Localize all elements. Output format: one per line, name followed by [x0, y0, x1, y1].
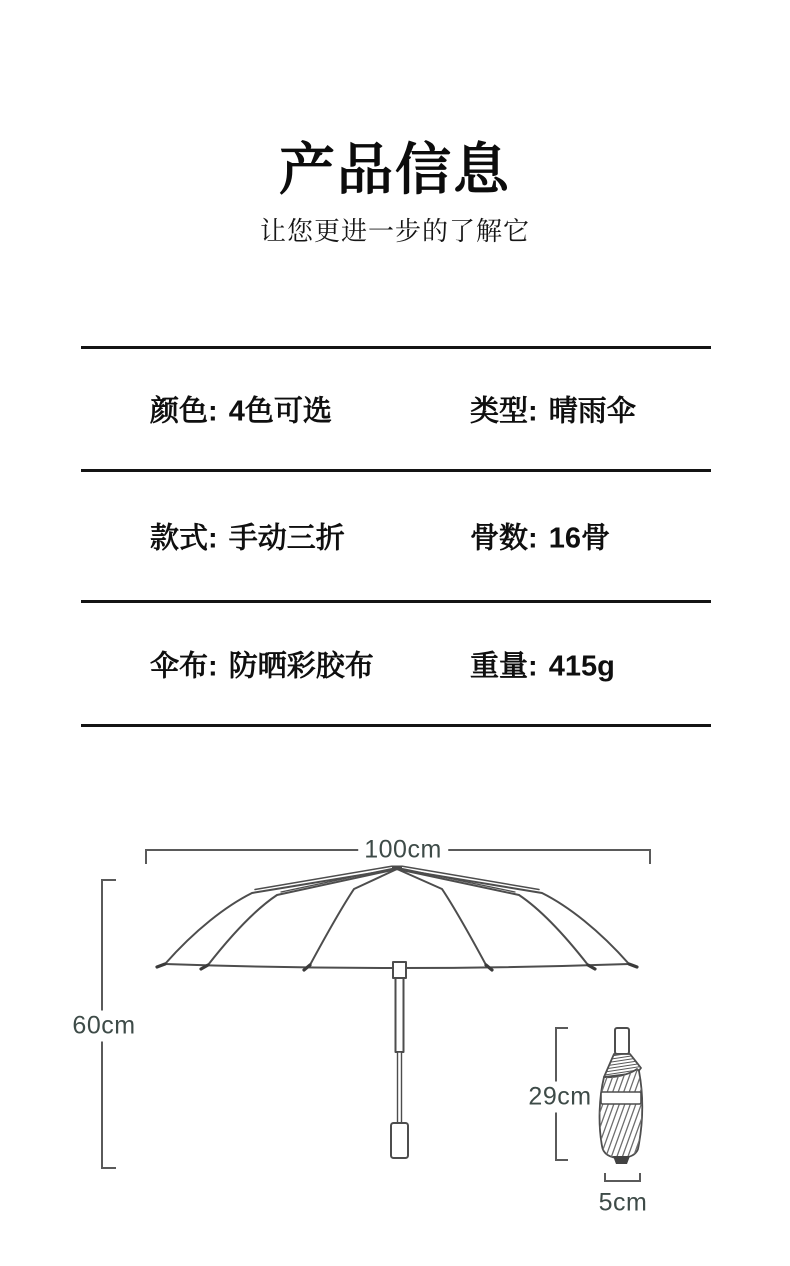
spec-label: 颜色: [150, 395, 209, 428]
folded-umbrella-handle: [615, 1028, 629, 1054]
spec-row-3: [81, 600, 711, 724]
spec-cell-fabric: [150, 643, 374, 684]
spec-cell-color: [150, 389, 332, 430]
folded-umbrella-strap: [601, 1092, 641, 1104]
open-umbrella-drawing: [157, 859, 637, 1158]
folded-umbrella-tip: [613, 1156, 630, 1164]
folded-width-label: 5cm: [593, 1188, 654, 1219]
page-subtitle: 让您更进一步的了解它: [259, 216, 530, 246]
spec-cell-ribs: [470, 516, 610, 557]
spec-value: 16骨: [548, 522, 610, 555]
spec-colon: :: [528, 395, 538, 428]
spec-cell-style: [150, 516, 345, 557]
spec-value: 防晒彩胶布: [228, 650, 374, 682]
open-width-label: 100cm: [358, 835, 448, 866]
open-height-label: 60cm: [66, 1011, 141, 1042]
umbrella-shaft-upper: [396, 978, 404, 1052]
umbrella-handle: [391, 1123, 408, 1158]
spec-label: 伞布: [150, 650, 209, 682]
folded-width-bracket: [605, 1173, 640, 1181]
spec-cell-type: [470, 389, 636, 430]
dimension-diagram: [0, 806, 790, 1266]
spec-colon: :: [208, 395, 218, 428]
spec-label: 重量: [470, 650, 529, 682]
spec-value: 手动三折: [228, 522, 345, 555]
spec-colon: :: [208, 650, 218, 682]
umbrella-shaft-lower: [398, 1052, 402, 1124]
folded-height-label: 29cm: [522, 1082, 597, 1113]
spec-value: 4色可选: [228, 395, 332, 428]
spec-table: [81, 346, 711, 727]
spec-row-2: [81, 469, 711, 600]
spec-label: 骨数: [470, 522, 529, 555]
spec-label: 类型: [470, 395, 529, 428]
umbrella-shaft-collar: [393, 962, 406, 978]
spec-colon: :: [528, 522, 538, 555]
spec-colon: :: [528, 650, 538, 682]
spec-value: 415g: [548, 650, 615, 682]
spec-cell-weight: [470, 643, 615, 684]
spec-value: 晴雨伞: [548, 395, 636, 428]
spec-label: 款式: [150, 522, 209, 555]
spec-colon: :: [208, 522, 218, 555]
page-title: 产品信息: [279, 138, 511, 201]
spec-row-1: [81, 346, 711, 469]
